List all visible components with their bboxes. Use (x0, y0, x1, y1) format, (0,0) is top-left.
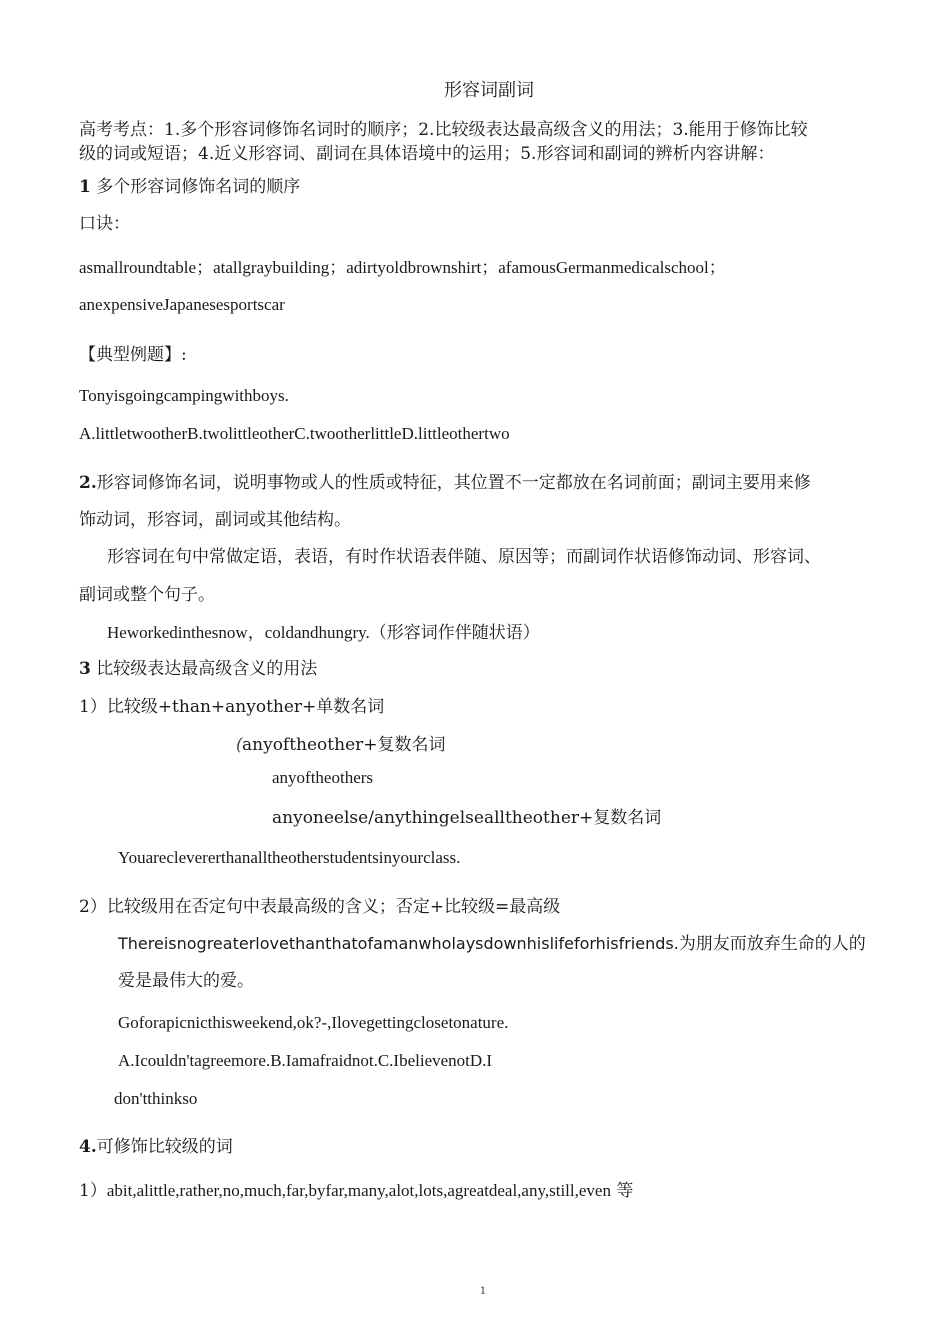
rule-2: 2）比较级用在否定句中表最高级的含义；否定+比较级=最高级 (79, 897, 561, 917)
question-1-options: A.littletwootherB.twolittleotherC.twootherlittleD.littleothertwo (79, 424, 510, 443)
section-2-line-1 (79, 472, 811, 494)
item-1-words: abit,alittle,rather,no,much,far,byfar,many,alot,lots,agreatdeal,any,still,even (106, 1181, 611, 1200)
alternatives-bracket: ( (236, 735, 243, 755)
mnemonic-label: 口诀： (79, 214, 130, 234)
adjective-order-examples-2: anexpensiveJapanesesportscar (79, 295, 285, 314)
section-1-title: 多个形容词修饰名词的顺序 (90, 177, 301, 197)
adjective-order-examples-1: asmallroundtable；atallgraybuilding；adirtyoldbrownshirt；afamousGermanmedicalschool； (79, 258, 726, 277)
section-4-title: 可修饰比较级的词 (96, 1137, 233, 1157)
question-2-options-1: A.Icouldn'tagreemore.B.Iamafraidnot.C.IbelievenotD.I (118, 1051, 493, 1070)
item-1-prefix: 1） (79, 1181, 107, 1201)
section-2-number: 2. (79, 473, 97, 493)
question-2: Goforapicnicthisweekend,ok?-,Ilovegettingclosetonature. (118, 1013, 509, 1032)
section-4-number: 4. (79, 1137, 97, 1157)
section-4-heading (79, 1136, 233, 1158)
rule-2-example (118, 933, 866, 955)
intro-line-2: 级的词或短语；4.近义形容词、副词在具体语境中的运用；5.形容词和副词的辨析内容讲解： (79, 144, 775, 164)
page-title: 形容词副词 (444, 80, 534, 101)
section-3-heading (79, 658, 317, 680)
section-2-line-3: 形容词在句中常做定语，表语，有时作状语表伴随、原因等；而副词作状语修饰动词、形容词、 (107, 547, 821, 567)
section-3-number: 3 (79, 659, 91, 679)
section-1-heading (79, 176, 300, 198)
rule-2-example-cn-2: 爱是最伟大的爱。 (118, 971, 254, 991)
item-1-suffix: 等 (610, 1181, 634, 1201)
alternative-2: anyoftheothers (272, 768, 374, 787)
alternative-3: anyoneelse/anythingelsealltheother+复数名词 (272, 808, 662, 828)
rule-1: 1）比较级+than+anyother+单数名词 (79, 697, 385, 717)
rule-1-example: Youareclevererthanalltheotherstudentsinyourclass. (118, 848, 461, 867)
typical-examples-label: 【典型例题】: (79, 345, 187, 365)
rule-2-example-cn: 为朋友而放弃生命的人的 (678, 934, 866, 954)
question-2-options-2: don'tthinkso (114, 1089, 198, 1108)
rule-2-example-en: Thereisnogreaterlovethanthatofamanwholaysdownhislifeforhisfriends. (118, 934, 679, 953)
section-3-title: 比较级表达最高级含义的用法 (90, 659, 318, 679)
alternative-1: anyoftheother+复数名词 (242, 735, 446, 755)
section-1-number: 1 (79, 177, 91, 197)
intro-line-1: 高考考点：1.多个形容词修饰名词时的顺序；2.比较级表达最高级含义的用法；3.能用于修饰比较 (79, 120, 808, 140)
section-2-example: Heworkedinthesnow，coldandhungry.（形容词作伴随状语） (107, 623, 540, 642)
section-2-line-4: 副词或整个句子。 (79, 585, 215, 605)
section-4-item-1 (79, 1180, 633, 1202)
question-1: Tonyisgoingcampingwithboys. (79, 386, 289, 405)
page-number: 1 (479, 1286, 487, 1297)
section-2-text-1: 形容词修饰名词，说明事物或人的性质或特征，其位置不一定都放在名词前面；副词主要用来修 (96, 473, 811, 493)
section-2-line-2: 饰动词，形容词，副词或其他结构。 (79, 510, 351, 530)
